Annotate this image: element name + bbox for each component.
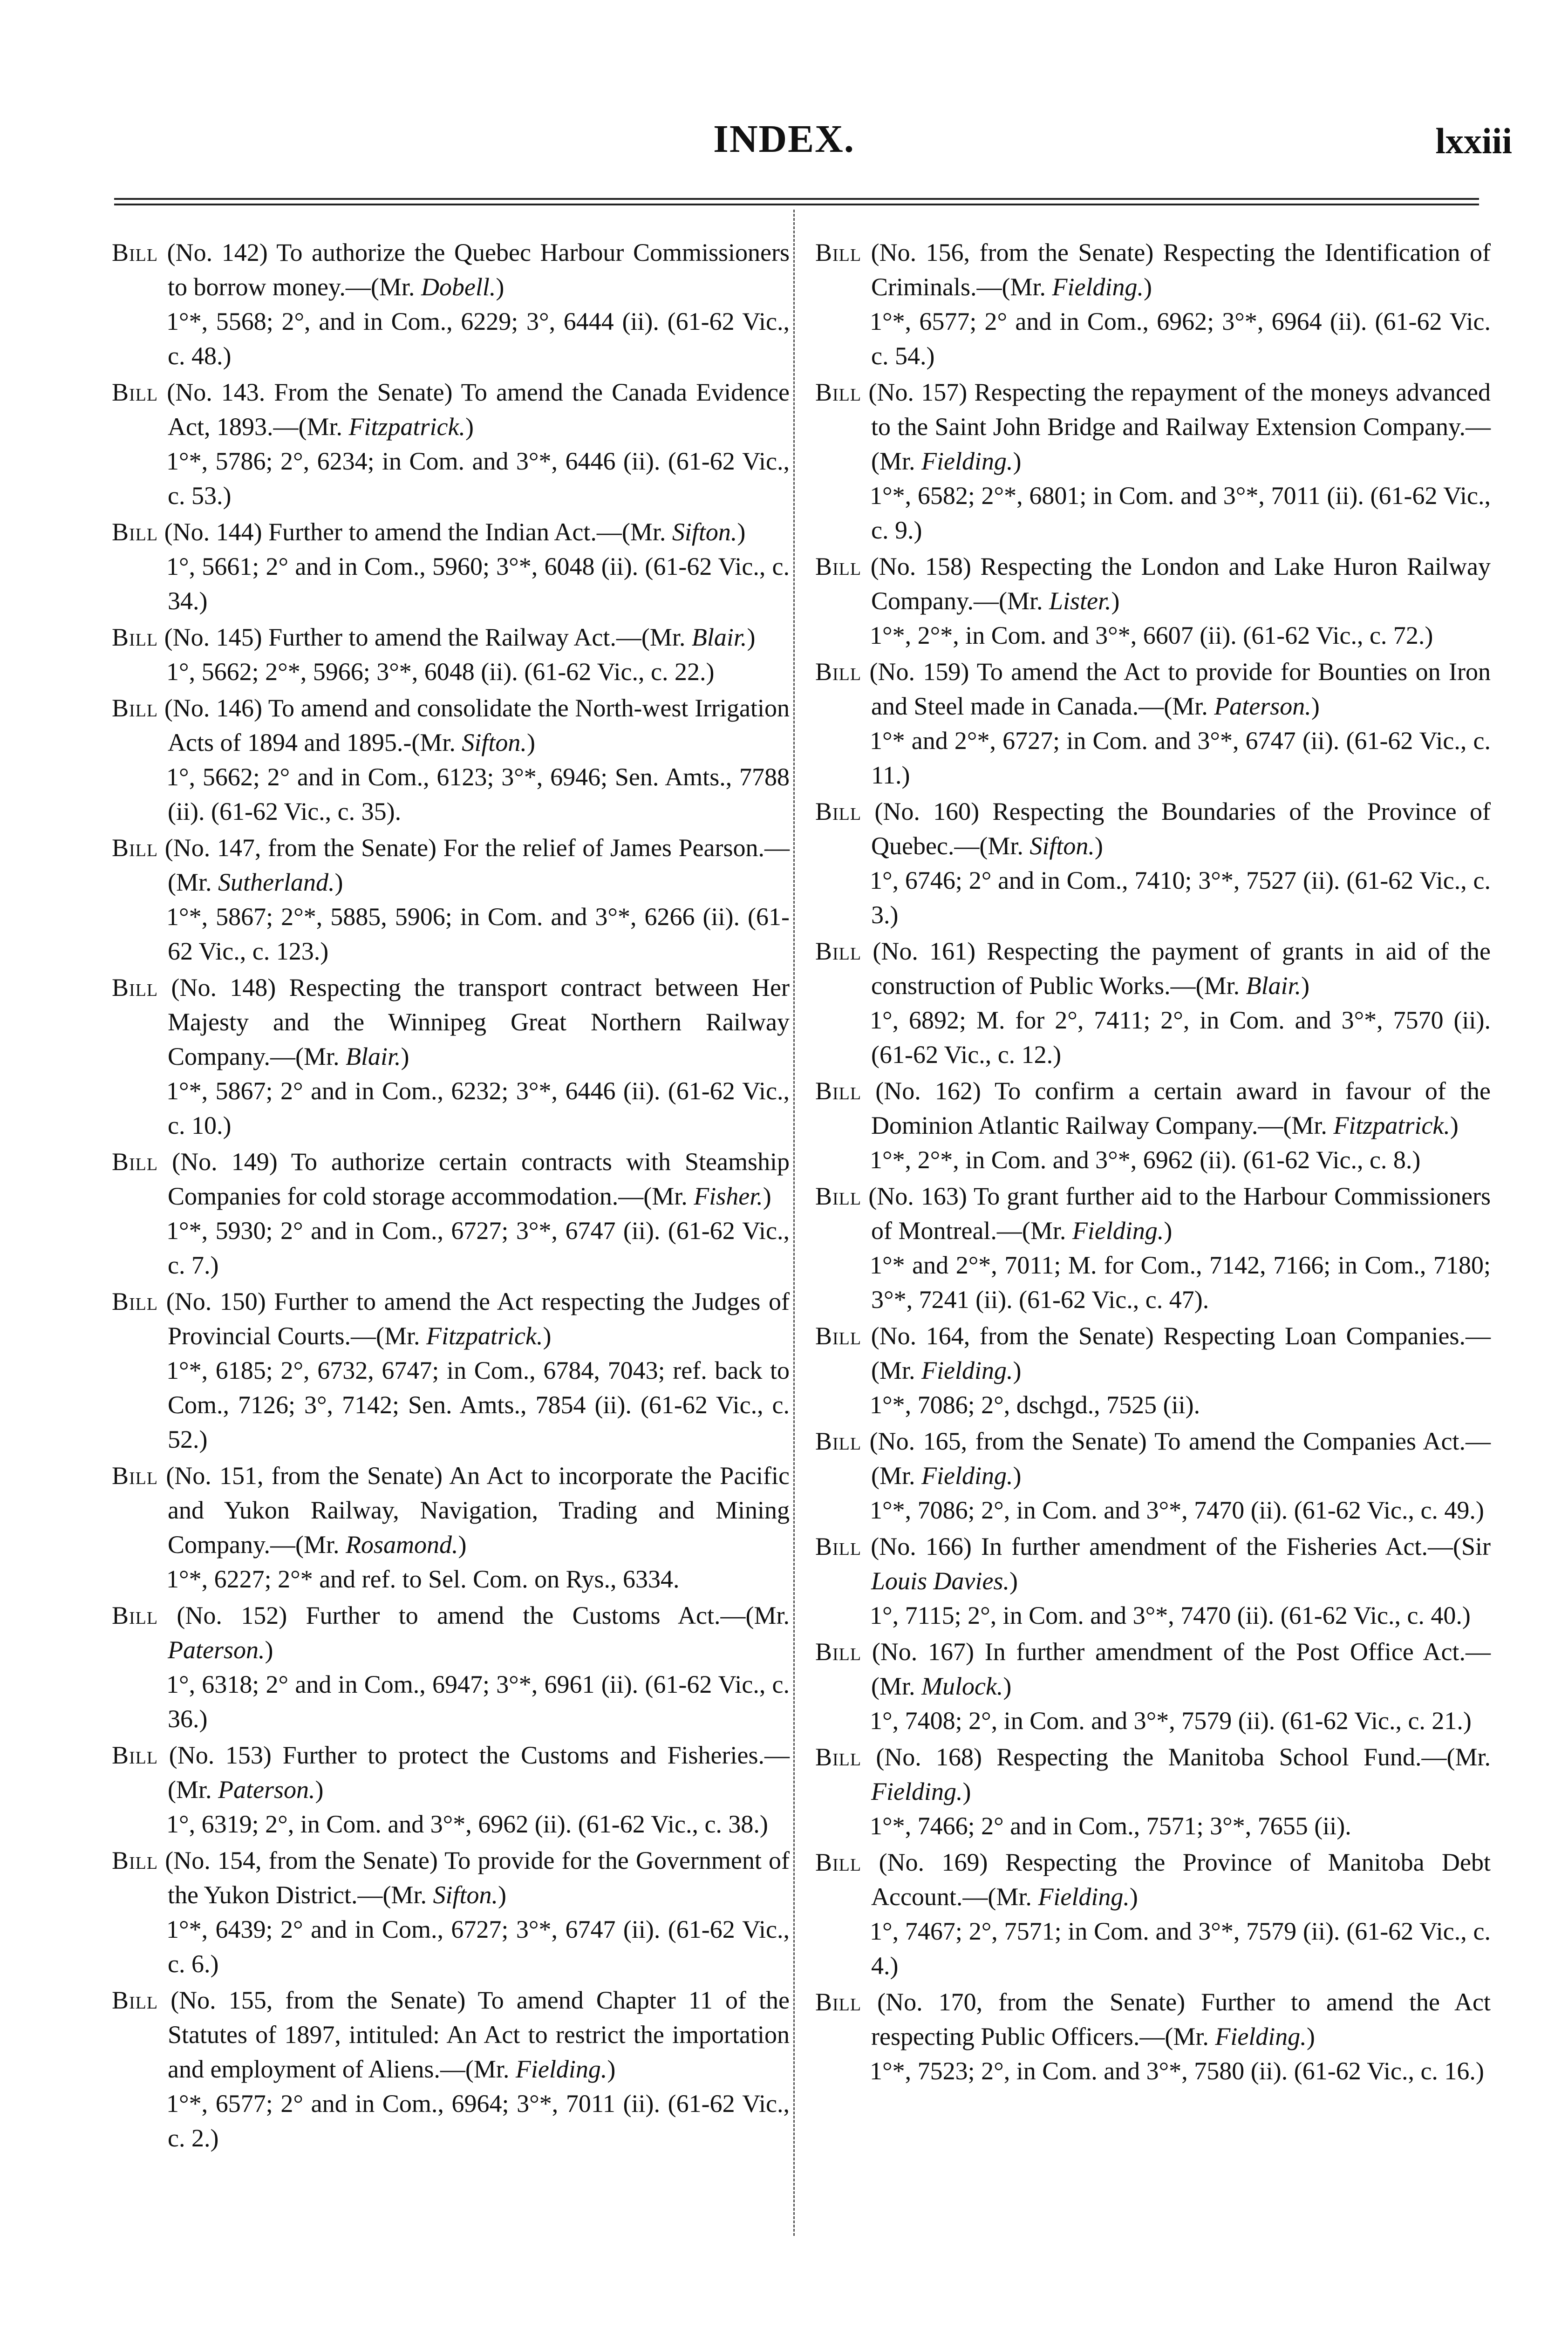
closing-paren: ) [498,1881,506,1909]
bill-label: Bill [112,1601,158,1629]
closing-paren: ) [1164,1217,1173,1245]
closing-paren: ) [763,1182,771,1210]
entry-title [112,831,790,899]
bill-label: Bill [112,1287,158,1315]
member-name: Fitzpatrick. [1333,1111,1450,1139]
entry-references: 1°*, 6582; 2°*, 6801; in Com. and 3°*, 7011 (ii). (61-62 Vic., c. 9.) [870,482,1491,544]
closing-paren: ) [526,729,535,756]
closing-paren: ) [1306,2023,1315,2050]
bill-description: (No. 170, from the Senate) Further to amend the Act respecting Public Officers.—(Mr. [871,1988,1491,2050]
member-name: Sifton. [672,518,737,546]
entry-title [112,1738,790,1807]
bill-description: (No. 153) Further to protect the Customs and Fisheries.—(Mr. [168,1741,790,1804]
entry-title [815,654,1491,723]
member-name: Rosamond. [345,1531,458,1559]
entry-references: 1°* and 2°*, 7011; M. for Com., 7142, 7166; in Com., 7180; 3°*, 7241 (ii). (61-62 Vic., c. 47). [870,1251,1491,1314]
index-entry [815,235,1491,373]
member-name: Sifton. [462,729,527,756]
entry-references: 1°, 5661; 2° and in Com., 5960; 3°*, 6048 (ii). (61-62 Vic., c. 34.) [166,552,790,615]
entry-references: 1°*, 5867; 2°*, 5885, 5906; in Com. and 3°*, 6266 (ii). (61-62 Vic., c. 123.) [166,903,790,965]
bill-description: (No. 150) Further to amend the Act respecting the Judges of Provincial Courts.—(Mr. [166,1287,790,1350]
index-entry [112,970,790,1143]
entry-references: 1°*, 6185; 2°, 6732, 6747; in Com., 6784, 7043; ref. back to Com., 7126; 3°, 7142; Sen. Amts., 7854 (ii). (61-62 Vic., c. 52.) [166,1356,790,1453]
entry-references: 1°*, 7086; 2°, in Com. and 3°*, 7470 (ii). (61-62 Vic., c. 49.) [870,1496,1484,1524]
closing-paren: ) [1301,972,1310,1000]
entry-references: 1°*, 5568; 2°, and in Com., 6229; 3°, 6444 (ii). (61-62 Vic., c. 48.) [166,307,790,370]
index-entry [815,375,1491,547]
bill-label: Bill [815,378,862,406]
closing-paren: ) [962,1777,971,1805]
member-name: Blair. [691,623,747,651]
member-name: Fielding. [1038,1883,1130,1911]
member-name: Paterson. [1214,692,1311,720]
closing-paren: ) [1143,273,1152,301]
entry-title [112,970,790,1074]
bill-description: (No. 159) To amend the Act to provide for Bounties on Iron and Steel made in Canada.—(Mr. [869,658,1491,720]
entry-references: 1°*, 6577; 2° and in Com., 6962; 3°*, 6964 (ii). (61-62 Vic. c. 54.) [870,307,1491,370]
closing-paren: ) [1013,447,1022,475]
bill-label: Bill [815,1743,862,1771]
entry-title [815,375,1491,478]
entry-title [112,620,790,654]
entry-title [112,375,790,444]
member-name: Paterson. [218,1776,315,1804]
entry-references: 1°*, 6439; 2° and in Com., 6727; 3°*, 6747 (ii). (61-62 Vic., c. 6.) [166,1915,790,1978]
entry-title [815,1634,1491,1703]
member-name: Fielding. [921,1356,1013,1384]
bill-description: (No. 151, from the Senate) An Act to incorporate the Pacific and Yukon Railway, Navigation, Trading and Mining Company.—(Mr. [166,1462,790,1559]
closing-paren: ) [1013,1356,1022,1384]
entry-title [112,1983,790,2086]
entry-references: 1°, 7467; 2°, 7571; in Com. and 3°*, 7579 (ii). (61-62 Vic., c. 4.) [870,1917,1491,1980]
entry-title [815,1074,1491,1143]
entry-references: 1°* and 2°*, 6727; in Com. and 3°*, 6747 (ii). (61-62 Vic., c. 11.) [870,727,1491,789]
closing-paren: ) [1450,1111,1459,1139]
entry-references: 1°*, 6577; 2° and in Com., 6964; 3°*, 7011 (ii). (61-62 Vic., c. 2.) [166,2090,790,2152]
closing-paren: ) [543,1322,552,1350]
index-entry [112,1144,790,1282]
bill-description: (No. 163) To grant further aid to the Harbour Commissioners of Montreal.—(Mr. [868,1182,1491,1245]
bill-description: (No. 157) Respecting the repayment of the moneys advanced to the Saint John Bridge and Railway Extension Company.—(Mr. [868,378,1491,475]
bill-description: (No. 146) To amend and consolidate the North-west Irrigation Acts of 1894 and 1895.-(Mr. [164,694,790,756]
entry-title [112,235,790,304]
entry-title [112,515,790,549]
member-name: Fielding. [921,447,1013,475]
bill-description: (No. 154, from the Senate) To provide for the Government of the Yukon District.—(Mr. [165,1846,790,1909]
closing-paren: ) [315,1776,324,1804]
index-entry [112,1983,790,2155]
closing-paren: ) [1009,1567,1018,1595]
entry-references: 1°*, 6227; 2°* and ref. to Sel. Com. on Rys., 6334. [166,1565,680,1593]
bill-label: Bill [112,694,158,722]
entry-title [815,549,1491,618]
closing-paren: ) [1013,1462,1022,1490]
entry-title [815,1179,1491,1248]
bill-label: Bill [112,1148,158,1176]
index-column-right [815,235,1491,2090]
bill-description: (No. 167) In further amendment of the Post Office Act.—(Mr. [871,1638,1491,1700]
member-name: Dobell. [421,273,496,301]
bill-description: (No. 160) Respecting the Boundaries of the Province of Quebec.—(Mr. [871,797,1491,860]
index-entry [815,1424,1491,1527]
bill-label: Bill [112,623,158,651]
entry-title [112,1284,790,1353]
entry-references: 1°*, 7466; 2° and in Com., 7571; 3°*, 7655 (ii). [870,1812,1351,1840]
member-name: Mulock. [921,1672,1003,1700]
bill-description: (No. 162) To confirm a certain award in favour of the Dominion Atlantic Railway Company.—(Mr. [871,1077,1491,1139]
index-entry [112,515,790,618]
entry-references: 1°, 6746; 2° and in Com., 7410; 3°*, 7527 (ii). (61-62 Vic., c. 3.) [870,866,1491,929]
entry-references: 1°, 6318; 2° and in Com., 6947; 3°*, 6961 (ii). (61-62 Vic., c. 36.) [166,1670,790,1733]
bill-label: Bill [112,974,158,1001]
page-title: INDEX. [713,117,855,161]
entry-title [815,1319,1491,1388]
entry-title [815,1529,1491,1598]
entry-references: 1°*, 5930; 2° and in Com., 6727; 3°*, 6747 (ii). (61-62 Vic., c. 7.) [166,1217,790,1279]
bill-description: (No. 168) Respecting the Manitoba School Fund.—(Mr. [876,1743,1491,1771]
bill-description: (No. 143. From the Senate) To amend the Canada Evidence Act, 1893.—(Mr. [167,378,790,441]
member-name: Fielding. [1052,273,1144,301]
entry-references: 1°*, 2°*, in Com. and 3°*, 6607 (ii). (61-62 Vic., c. 72.) [870,621,1433,649]
bill-label: Bill [112,378,158,406]
bill-label: Bill [112,834,158,862]
index-entry [815,1179,1491,1317]
bill-label: Bill [815,797,862,825]
column-divider [793,210,796,2236]
bill-description: (No. 152) Further to amend the Customs Act.—(Mr. [177,1601,790,1629]
member-name: Paterson. [168,1636,265,1664]
bill-description: (No. 144) Further to amend the Indian Act.—(Mr. [164,518,666,546]
bill-label: Bill [815,1988,862,2016]
entry-references: 1°*, 7086; 2°, dschgd., 7525 (ii). [870,1391,1200,1419]
entry-title [815,1740,1491,1809]
bill-description: (No. 155, from the Senate) To amend Chapter 11 of the Statutes of 1897, intituled: An Act to restrict the importation and employment of Aliens.—(Mr. [168,1986,790,2083]
closing-paren: ) [265,1636,273,1664]
bill-label: Bill [112,1846,158,1874]
index-entry [815,1074,1491,1177]
member-name: Fielding. [1072,1217,1164,1245]
index-entry [112,1738,790,1841]
bill-description: (No. 145) Further to amend the Railway Act.—(Mr. [164,623,686,651]
entry-references: 1°, 5662; 2° and in Com., 6123; 3°*, 6946; Sen. Amts., 7788 (ii). (61-62 Vic., c. 35). [166,763,790,825]
member-name: Louis Davies. [871,1567,1009,1595]
entry-references: 1°, 5662; 2°*, 5966; 3°*, 6048 (ii). (61-62 Vic., c. 22.) [166,658,715,686]
entry-title [112,691,790,760]
entry-title [112,1144,790,1213]
entry-references: 1°, 7115; 2°, in Com. and 3°*, 7470 (ii). (61-62 Vic., c. 40.) [870,1601,1471,1629]
bill-description: (No. 158) Respecting the London and Lake Huron Railway Company.—(Mr. [870,552,1491,615]
member-name: Fisher. [694,1182,763,1210]
closing-paren: ) [401,1042,409,1070]
index-entry [112,1843,790,1981]
index-entry [815,794,1491,932]
index-entry [112,691,790,829]
index-entry [815,934,1491,1072]
member-name: Fielding. [1215,2023,1307,2050]
bill-label: Bill [112,238,158,266]
entry-title [815,1985,1491,2054]
bill-description: (No. 164, from the Senate) Respecting Loan Companies.—(Mr. [871,1322,1491,1384]
entry-title [815,934,1491,1003]
index-entry [112,620,790,689]
member-name: Fielding. [871,1777,963,1805]
member-name: Sifton. [1029,832,1095,860]
index-entry [112,375,790,513]
header-rule-second [114,204,1479,205]
bill-description: (No. 147, from the Senate) For the relief of James Pearson.—(Mr. [164,834,790,896]
index-entry [112,831,790,968]
entry-references: 1°*, 5786; 2°, 6234; in Com. and 3°*, 6446 (ii). (61-62 Vic., c. 53.) [166,447,790,510]
bill-label: Bill [815,1427,862,1455]
bill-description: (No. 165, from the Senate) To amend the Companies Act.—(Mr. [869,1427,1491,1490]
bill-description: (No. 156, from the Senate) Respecting the Identification of Criminals.—(Mr. [871,238,1491,301]
bill-label: Bill [815,658,862,686]
entry-references: 1°, 7408; 2°, in Com. and 3°*, 7579 (ii). (61-62 Vic., c. 21.) [870,1707,1472,1735]
entry-references: 1°*, 2°*, in Com. and 3°*, 6962 (ii). (61-62 Vic., c. 8.) [870,1146,1421,1174]
bill-label: Bill [815,1532,862,1560]
closing-paren: ) [496,273,504,301]
index-entry [112,1598,790,1736]
bill-label: Bill [112,1741,158,1769]
entry-references: 1°, 6319; 2°, in Com. and 3°*, 6962 (ii). (61-62 Vic., c. 38.) [166,1810,768,1838]
index-entry [815,1740,1491,1843]
entry-title [815,1424,1491,1493]
closing-paren: ) [1003,1672,1012,1700]
member-name: Fielding. [515,2055,607,2083]
bill-description: (No. 149) To authorize certain contracts with Steamship Companies for cold storage accommodation.—(Mr. [168,1148,790,1210]
member-name: Sifton. [433,1881,498,1909]
index-entry [815,654,1491,792]
closing-paren: ) [737,518,746,546]
closing-paren: ) [1129,1883,1138,1911]
closing-paren: ) [334,868,343,896]
closing-paren: ) [458,1531,467,1559]
bill-label: Bill [112,518,158,546]
bill-label: Bill [815,1322,862,1350]
bill-label: Bill [112,1986,158,2014]
index-entry [112,1284,790,1457]
member-name: Fitzpatrick. [426,1322,543,1350]
bill-description: (No. 166) In further amendment of the Fisheries Act.—(Sir [871,1532,1491,1560]
entry-title [112,1598,790,1667]
bill-label: Bill [815,937,862,965]
index-entry [112,1458,790,1596]
closing-paren: ) [1311,692,1320,720]
entry-references: 1°*, 7523; 2°, in Com. and 3°*, 7580 (ii). (61-62 Vic., c. 16.) [870,2057,1484,2085]
bill-description: (No. 161) Respecting the payment of grants in aid of the construction of Public Works.—(Mr. [871,937,1491,1000]
page-number: lxxiii [1435,121,1512,161]
bill-label: Bill [815,552,862,580]
entry-title [815,1845,1491,1914]
entry-title [112,1843,790,1912]
member-name: Fitzpatrick. [348,413,465,441]
bill-description: (No. 142) To authorize the Quebec Harbour Commissioners to borrow money.—(Mr. [167,238,790,301]
closing-paren: ) [1111,587,1120,615]
entry-references: 1°*, 5867; 2° and in Com., 6232; 3°*, 6446 (ii). (61-62 Vic., c. 10.) [166,1077,790,1139]
closing-paren: ) [747,623,756,651]
index-entry [815,549,1491,653]
entry-title [815,235,1491,304]
bill-label: Bill [815,1182,862,1210]
member-name: Blair. [345,1042,401,1070]
closing-paren: ) [465,413,474,441]
bill-label: Bill [815,1848,862,1876]
index-entry [815,1634,1491,1738]
entry-references: 1°, 6892; M. for 2°, 7411; 2°, in Com. and 3°*, 7570 (ii). (61-62 Vic., c. 12.) [870,1006,1491,1069]
index-entry [112,235,790,373]
bill-label: Bill [112,1462,158,1490]
bill-label: Bill [815,1077,862,1105]
bill-label: Bill [815,238,862,266]
entry-title [112,1458,790,1562]
member-name: Blair. [1246,972,1302,1000]
index-column-left [112,235,790,2157]
closing-paren: ) [607,2055,616,2083]
index-entry [815,1985,1491,2088]
entry-title [815,794,1491,863]
index-entry [815,1845,1491,1983]
member-name: Lister. [1049,587,1111,615]
member-name: Sutherland. [218,868,335,896]
bill-description: (No. 169) Respecting the Province of Manitoba Debt Account.—(Mr. [871,1848,1491,1911]
bill-label: Bill [815,1638,862,1666]
bill-description: (No. 148) Respecting the transport contract between Her Majesty and the Winnipeg Great Northern Railway Company.—(Mr. [168,974,790,1070]
header-rule [114,198,1479,200]
member-name: Fielding. [921,1462,1013,1490]
index-entry [815,1319,1491,1422]
index-entry [815,1529,1491,1633]
closing-paren: ) [1094,832,1103,860]
